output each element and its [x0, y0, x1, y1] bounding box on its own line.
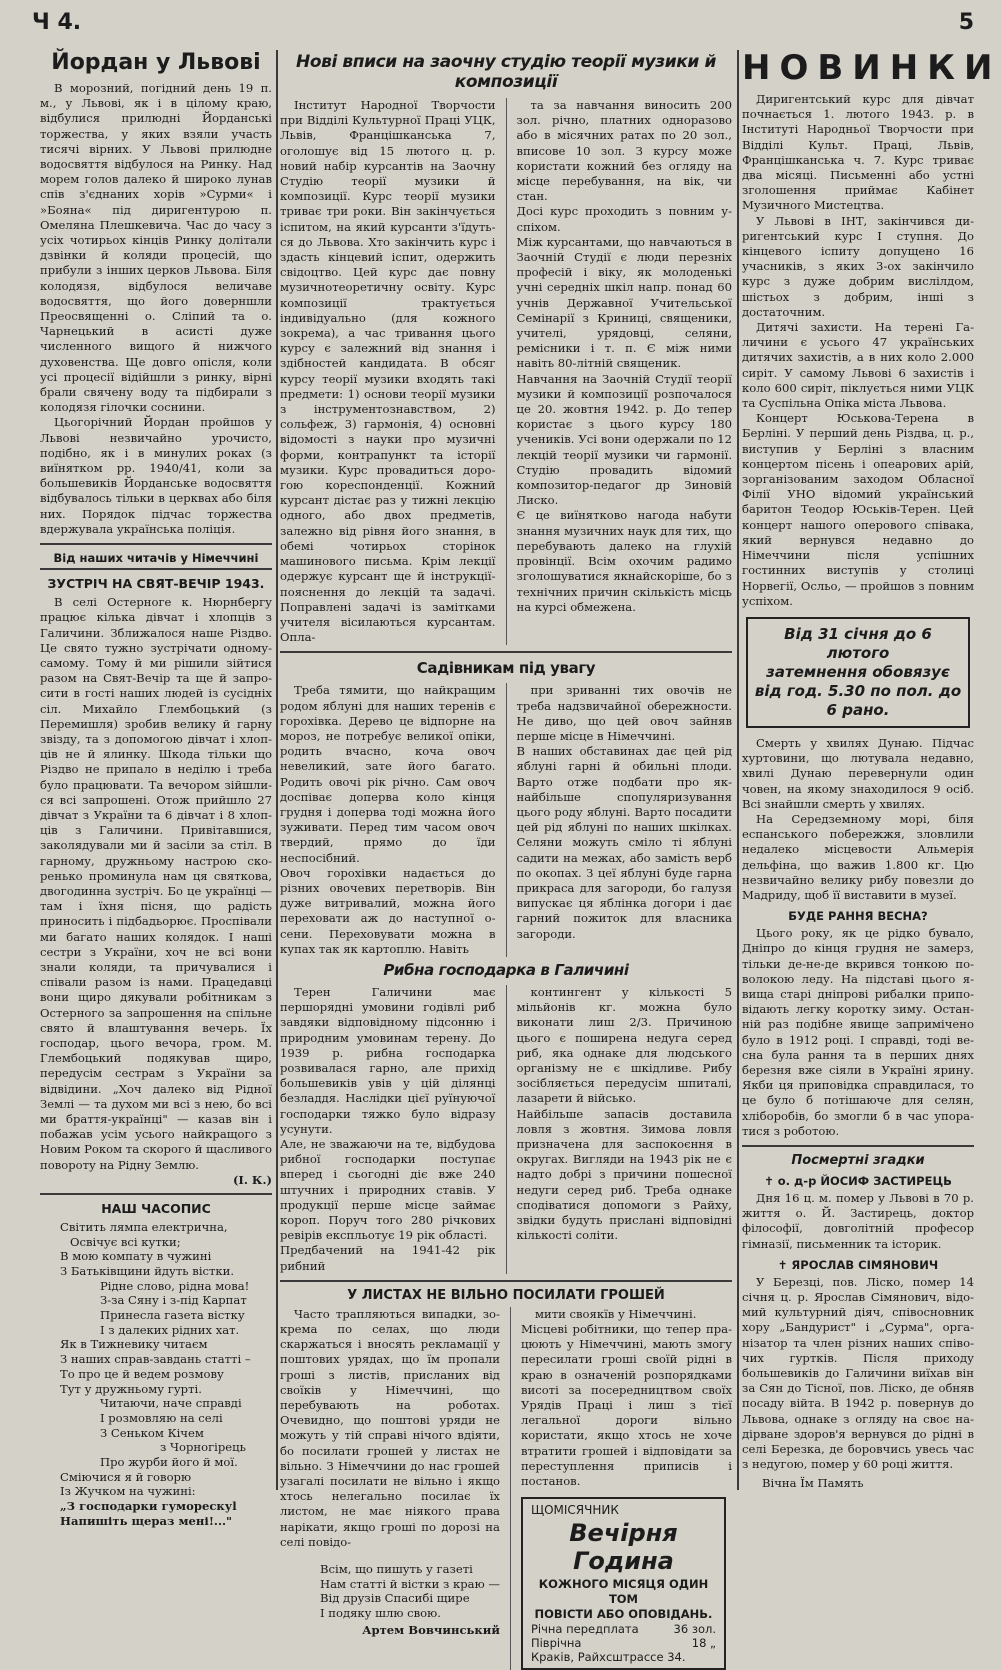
article-title-meeting: ЗУСТРІЧ НА СВЯТ-ВЕЧІР 1943.	[47, 576, 265, 592]
blackout-line: від год. 5.30 по пол. до 6 рано.	[754, 681, 962, 719]
page-number-left: Ч 4.	[32, 10, 82, 35]
poem-line: Принесла газета вістку	[100, 1308, 245, 1323]
section-rule	[40, 1193, 272, 1195]
ad-kicker: ЩОМІСЯЧНИК	[530, 1503, 619, 1518]
poem-line: То про це й ведем розмову	[60, 1366, 224, 1381]
news-item: На Середземному морі, біля еспанського побережжя, зловлили недалеко місцевости Альмерія дельфіна, що важив 1.800 кг. Цю незвичайно велику рибу повезли до Мадриду, щоб її вистaвити в музеї.	[742, 811, 974, 902]
column-divider	[737, 50, 739, 1490]
poem-line: В мою компату в чужині	[60, 1249, 212, 1264]
article-paragraph: та за навчання виносить 200 зол. річно, платних одноразово або в місячних ратах по 20 зол., вписове 10 зол. З курсу може користати кожний без огляду на місце перебування, на вік, чи стан. Досі курс проходить з повним успіхом. Між курсантами, що навчаються в Заочній Студії є люди перезніх професій і віку, як молоденькі учні середніх шкіл напр. понад 60 учнів Державної Учительської Семінарії з Криниці, священики, учителі, урядовці, селяни, ремісники і т. п. Є між ними навіть 80-літній священик. Навчання на Заочній Студії теорії музики й композиції розпочалося це 20. жовтня 1942. р. До тепер користає з цього курсу 180 учеників. Усі вони одержали по 12 лекцій теорії музики чи гармонії. Студію провадить відомий композитор-педагог др Зиновій Лиско. Є це виїнятково нагода набути знання музичних наук для тих, що перебувають далеко на глухій провінції. Всім охочим радимо зголошуватися якнайскоріше, бо з технічних причин скількість місць на курсі обмежена.	[516, 98, 732, 614]
ad-price-label: Піврічна	[530, 1636, 582, 1651]
ad-title: Вечірня Година	[569, 1519, 678, 1576]
poem-line: Освічує всі кутки;	[70, 1234, 181, 1249]
poem-line: Світить лямпа електрична,	[60, 1219, 228, 1234]
spring-title: БУДЕ РАННЯ ВЕСНА?	[788, 909, 928, 924]
section-rule	[742, 1145, 974, 1147]
article-paragraph: мити своякїв у Німеччині. Місцеві робітники, що тепер працюють у Німеччині, мають змогу пересилати гроші своїй рідні в краю в означеній розпорядками висоті за посередництвом своїх Урядів Праці і лиш з тієї легальної дороги вільно користати, якщо хтось не хоче втратити грошей і відповідати за переступлення приписів і постанов.	[520, 1306, 732, 1489]
poem-line: І розмовляю на селі	[100, 1410, 223, 1425]
poem-line: З наших справ-завдань статті –	[60, 1352, 251, 1367]
verse-line: Нам статті й вістки з краю —	[320, 1576, 500, 1591]
advertisement	[521, 1497, 726, 1670]
article-fish-body	[280, 985, 732, 1274]
article-paragraph: В селі Остерноге к. Нюрнбергу працює кілька дівчат і хлопців з Галичини. Зближалося наше Різдво. Це свято тужно зустрічати одномусамому. Тому й ми рішили зійтися разом на Свят-Вечір та ще й запросити в гості наших людей із сусідніх сіл. Михайло Глембоцький (з Перемишля) зробив велику й гарну звізду, та з допомогою дівчат і хлопців не й ялинку. Шкода тільки що Різдво не припало в неділю і треба було працювати. Та вечором зійшлися всі запрошені. Отож прийшло 27 дівчат з України та 6 дівчат і 8 хлопців з Галичини. Привітавшися, заколядували ми й засіли за стіл. В гарному, дружньому настрою скоренько проминула нам ця святкова, двогодинна зустріч. Бо це українці — там і їхня пісня, що радість приносить і підбадьорює. Проспівали ми багато наших колядок. І наші сестри з України, хоч не всі вони знали коляди, та причувалися і співали разом із нами. Працедавці вони щиро дякували робітникам з Остерного за запрошення на спільне свято й влаштування вечерь. Їх господар, цього вечора, гром. М. Глембоцький подякував щиро, передусім сестрам з України за відвідини. „Хоч далеко від Рідної Землі — та духом ми всі з нею, бо всі ми браття-українці" — казав він і побажав усім усього найкращого з Новим Роком та скорого й щасливого повороту на Рідну Землю.	[40, 595, 272, 1172]
poem-line: З-за Сяну і з-під Карпат	[100, 1293, 247, 1308]
ad-price-value: 18 „	[691, 1636, 716, 1651]
poem-line: Із Жучком на чужині:	[60, 1484, 196, 1499]
poem-line: Про журби його й мої.	[100, 1455, 238, 1470]
ad-line: ПОВІСТИ АБО ОПОВІДАНЬ.	[534, 1607, 713, 1622]
verse-line: Від друзів Спасибі щире	[320, 1591, 470, 1606]
poem-line: „З господарки гуморескуl	[60, 1499, 237, 1514]
poem-line: Читаючи, наче справді	[100, 1396, 242, 1411]
section-rule	[40, 543, 272, 545]
poem-line: З Сеньком Кічем	[100, 1425, 204, 1440]
news-item: У Львові в ІНТ, закінчився диригентський курс І ступня. До кінцевого іспиту допущено 16 учасників, з яких 3-ох закінчило курс з дуже добрим вислілдом, шістьох з добрим, інші з достаточним.	[742, 213, 974, 319]
ad-price-label: Річна передплата	[530, 1622, 639, 1637]
poem-line: І з далеких рідних хат.	[100, 1322, 240, 1337]
cross-icon: ✝	[764, 1173, 778, 1188]
ad-price-row	[531, 1622, 716, 1636]
article-paragraph: Інститут Народної Творчости при Відділі Культурної Праці УЦК, Львів, Францішканська 7, оголошує від 15 лютого ц. р. новий набір курсантів на Заочну Студію теорії музики й композиції. Курс теорії музики триває три роки. Він закінчується іспитом, на який курсанти з'їдуться до Львова. Хто закінчить курс і здасть кінцевий іспит, одержить свідоцтво. Цей курс дає повну музичнотеоретичну освіту. Курс композиції трактується індивідуально (для кожного зокрема), а час тривання цього курсу є залежний від знання і здібностей кандидата. В обсяг курсу теорії музики входять такі предмети: 1) основи теорії музики з інструментознавством, 2) сольфеж, 3) гармонія, 4) основні відомості з науки про музичні форми, контрапункт та історії музики. Курс провадиться дорогою кореспонденції. Кожний курсант дістає раз у тижні лекцію одного, або двох предметів, залежно від рівня його знання, в обемі чотирьох сторінок машинового письма. Крім лекції одержує курсант ще й інструкції-пояснення до лекцій та задачі. Поправлені задачі із замітками учителя вісилаються курсантам. Опла-	[280, 98, 496, 645]
ad-address-text: Краків, Райхсштрассе 34.	[530, 1650, 686, 1665]
obituary-text: У Березці, пов. Ліско, помер 14 січня ц. р. Ярослав Сімянович, відомий культурний діяч, співосновник хору „Бандурист" і „Сурма", організатор та член різних наших співочих гуртків. Після приходу большевиків до Галичини виїхав він за Сян до Тісної, пов. Ліско, де обняв посаду війта. В 1942 р. повернув до Львова, однаке з огляду на своє надірване здоров'я вернувся до рідні в селі Березка, де боровчись увесь час з недугою, помер у 60 році життя.	[742, 1274, 974, 1472]
news-item: Цього року, як це рідко бувало, Дніпро до кінця грудня не замерз, тільки де-не-де вкрився тонкою поволокою леду. На підставі цього явища старі дніпрові рибалки приповідають легку коротку зиму. Останній раз подібне явище запримічено було в 1912 році. І справді, тоді весна була рання та в перших днях березня вже сіяли в Україні ярину. Якби ця приповідка справдилася, то це було б потішаюче для селян, хліборобів, бо змогли б в час упоратися з роботою.	[742, 926, 974, 1138]
poem-line: Напишіть щераз мені!..."	[60, 1513, 233, 1528]
ad-price-value: 36 зол.	[673, 1622, 716, 1637]
obituary-name	[742, 1258, 974, 1272]
article-title-fish: Рибна господарка в Галичині	[383, 960, 629, 979]
news-item: Концерт Юськова-Терена в Берліні. У перший день Різдва, ц. р., виступив у Берліні з власним концертом пісень і опеaрових арій, зорганізованим заходом Обласної Філії УНО відомий український баритон Теодор Юськів-Терен. Цей концерт нашого оперового співака, який вернувся недавно до Німеччини після успішних гостинних виступів у столиці Норвегії, Осльо, — пройшов з повним успіхом.	[742, 411, 974, 608]
article-paragraph: при зриванні тих овочів не треба надзвичайної обережности. Не диво, що цей овоч зайняв перше місце в Німеччині. В наших обставинах дає цей рід яблуні гарні й обильні плоди. Варто отже подбати про якнайбільше спопуляризування цього роду яблуні. Варто посадити цей рід яблуні по наших шкілках. Селяни можуть сміло ті яблуні садити на межах, або замість верб по окопах. З цеї яблуні буде гарна прикраса для загороди, бо галузя випускає ця яблінка догори і дає гарний пожиток для власника загороди.	[516, 683, 732, 941]
verse-line: І подяку шлю свою.	[320, 1606, 441, 1621]
article-studio-body	[280, 98, 732, 645]
poem-line: Як в Тижневику читаєм	[60, 1337, 208, 1352]
poem-line: З Батьківщини йдуть вістки.	[60, 1263, 235, 1278]
column-divider	[506, 985, 507, 1274]
ad-line: КОЖНОГО МІСЯЦЯ ОДИН ТОМ	[538, 1577, 709, 1607]
ad-price-row	[531, 1636, 716, 1650]
obituaries-title: Посмертні згадки	[791, 1152, 925, 1168]
section-rule	[280, 651, 732, 653]
memorial-phrase: Вічна Їм Память	[762, 1476, 864, 1491]
column-divider	[506, 98, 507, 645]
article-paragraph: Треба тямити, що найкращим родом яблуні для наших теренів є горохівка. Дерево це відпорне на мороз, не потребує великої опіки, родить вчасно, коча овоч невеликий, зате його багато. Родить овочі рік річно. Сам овоч доспіває доперва коло кінця грудня і доперва тоді можна його зуживати. Перед тим часом овоч твердий, прямо до їди неспосібний. Овоч горохівки надається до різних овочевих перетворів. Він дуже витривалий, можна його переховати аж до наступної осени. Переховувати можна в купах так як картоплю. Навіть	[280, 683, 496, 956]
article-title-yordan: Йордан у Львові	[51, 50, 261, 75]
article-paragraph: Терен Галичини має першорядні умовини годівлі риб завдяки відповідному підсонню і природним умовинам терену. До 1939 р. рибна господарка розвивалася гарно, але прихід большевиків увів у цій ділянці безладдя. Наслідки цієї руїнуючої господарки тяжко було відразу усунути. Але, не зважаючи на те, відбудова рибної господарки поступає вперед і сьогодні діє вже 240 штучних і природних ставів. У продукції перше місце займає короп. Поруч того 280 річкових ревірів експльотує 19 рік області. Предбачений на 1941-42 рік рибний	[280, 984, 496, 1273]
obituary-name	[742, 1174, 974, 1188]
article-title-studio: Нові вписи на заочну студію теорії музики й композиції	[296, 52, 716, 92]
column-divider	[510, 1307, 511, 1670]
obituary-text: Дня 16 ц. м. помер у Львові в 70 р. життя о. Й. Застирець, доктор філософії, довголітній професор гімназії, письменник та історик.	[742, 1190, 974, 1251]
section-rule	[40, 568, 272, 570]
blackout-line: Від 31 січня до 6 лютого	[784, 624, 932, 662]
poem-body	[40, 1220, 272, 1529]
article-paragraph: Часто трапляються випадки, зокрема по селах, що люди скаржаться і вносять рекламації у поштових урядах, що їм пропали гроші з листів, присланих від своїків у Німеччині, що перебувають на роботах. Очевидно, що поштові уряди не можуть у тій справі нічого вдіяти, бо посилати грошей у листах не вільно. З Німеччини до нас грошей узагалі посилати не вільно і якщо хтось нелегально посилає їх листом, не має ніякого права нарікати, якщо гроші по дорозі на селі повідо-	[280, 1306, 500, 1549]
poem-line: Тут у дружньому гурті.	[60, 1381, 202, 1396]
poem-line: Рідне слово, рідна мова!	[100, 1278, 250, 1293]
page-number-right: 5	[958, 10, 974, 35]
verse-signature: Артем Вовчинський	[362, 1622, 500, 1637]
article-signature: (І. К.)	[232, 1172, 272, 1187]
column-divider	[506, 683, 507, 957]
article-title-garden: Садівникам під увагу	[416, 659, 596, 678]
article-title-money: У ЛИСТАХ НЕ ВІЛЬНО ПОСИЛАТИ ГРОШЕЙ	[347, 1287, 665, 1303]
verse-line: Всім, що пишуть у газеті	[320, 1562, 473, 1577]
ad-address	[531, 1650, 716, 1664]
section-rule	[280, 1280, 732, 1282]
article-money-body	[280, 1307, 732, 1670]
poem-line: Сміючися я й говорю	[60, 1469, 192, 1484]
blackout-notice	[746, 617, 970, 728]
column-middle	[280, 48, 732, 1665]
obituary-name-text: ЯРОСЛАВ СІМЯНОВИЧ	[791, 1257, 939, 1272]
section-title-news: НОВИНКИ	[742, 48, 1001, 88]
column-divider	[276, 50, 278, 1490]
news-item: Диригентський курс для дівчат почнається 1. лютого 1943. р. в Інституті Народньої Творчости при Відділі Культ. Праці, Львів, Францішканська ч. 7. Курс триває два місяці. Письменні або устні зголошення приймає Кабінет Музичного Мистецтва.	[742, 92, 974, 213]
news-item: Дитячі захисти. На терені Галичини є усього 47 українських дитячих захистів, а в них коло 2.000 сиріт. У самому Львові 6 захистів і коло 600 сиріт, піклується ними УЦК та Суспільна Опіка міста Львова.	[742, 320, 974, 411]
article-garden-body	[280, 683, 732, 957]
verse-body	[320, 1562, 500, 1621]
obituary-name-text: о. д-р ЙОСИФ ЗАСТИРЕЦЬ	[777, 1173, 952, 1188]
poem-title: НАШ ЧАСОПИС	[101, 1200, 211, 1216]
column-right	[742, 48, 1001, 1508]
poem-line: з Чорногірець	[160, 1440, 246, 1455]
article-paragraph: В морозний, погідний день 19 п. м., у Львові, як і в цілому краю, відбулися прилюдні Йорданські торжества, у яких взяли участь тисячі вірних. У Львові прилюдне водосвяття відбулося на Ринку. Над морем голов далеко й широко лунав спів з'єднаних хорів »Сурми« і »Бояна« під диригентурою п. Омеляна Плешкевича. Час до часу з усіх чотирьох кінців Ринку долітали дзвінки й коляди процесій, що прибули з інших церков Львова. Біля колодязя, відбулося величаве водосвяття, що його доверншли Преосвященні о. Сліпий та о. Чарнецький в асисті дуже численного вищого й нижчого духовенства. Ще довго опісля, коли усі процесії відійшли з ринку, вірні брали свячену воду та підбирали з колодязя гілочки соснини.	[40, 81, 272, 415]
article-paragraph: контингент у кількості 5 мільйонів кг. можна було виконати лиш 2/3. Причиною цього є поширена недуга серед риб, яка однаке для людського організму не є шкідливе. Рибу зосібляється передусім шпиталі, лазарети й військо. Найбільше запасів доставила ловля з жовтня. Зимова ловля призначена для заспокоєння в округах. Вигляди на 1943 рік не є надто добрі з причини пошесної недуги серед риб. Треба однаке сподіватися допомоги з Райху, звідки будуть прислані відповідні кількості соліти.	[516, 984, 732, 1243]
blackout-line: затемнення обовязує	[766, 662, 950, 681]
news-item: Смерть у хвилях Дунаю. Підчас хуртовини, що лютувала недавно, хвилі Дунаю перевернули один човен, на якому знаходилося 9 осіб. Всі знайшли смерть у хвилях.	[742, 735, 974, 811]
column-left	[40, 48, 272, 1528]
cross-icon: ✝	[777, 1257, 792, 1272]
readers-kicker: Від наших читачів у Німеччині	[53, 551, 259, 566]
article-paragraph: Цьогорічний Йордан пройшов у Львові незвичайно урочисто, подібно, як і в минулих роках (з виїнятком рр. 1940/41, коли за большевиків Йорданське водосвяття відбувалось тільки в церквах або біля них. Порядок підчас торжества вдержувала українська поліція.	[40, 415, 272, 536]
